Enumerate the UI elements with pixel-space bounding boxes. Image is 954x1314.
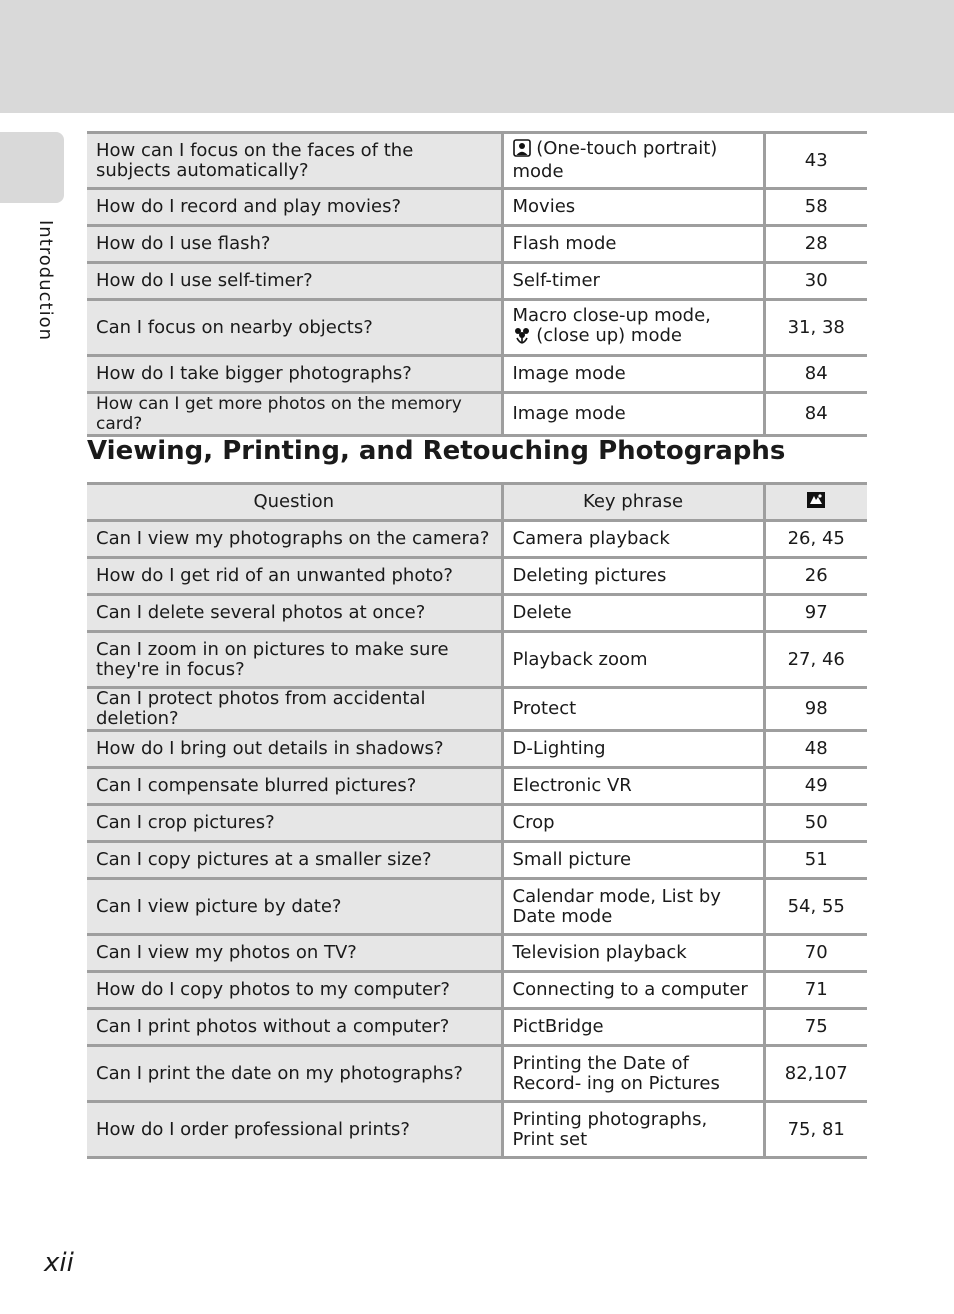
page-ref-cell: 28 xyxy=(804,233,828,254)
question-cell: Can I zoom in on pictures to make sure they're in focus? xyxy=(87,632,502,688)
page-ref-cell: 97 xyxy=(804,602,828,623)
question-cell: Can I crop pictures? xyxy=(87,805,502,842)
question-cell: Can I print the date on my photographs? xyxy=(87,1046,502,1102)
page-ref-cell: 26, 45 xyxy=(787,528,845,549)
question-cell: Can I print photos without a computer? xyxy=(87,1009,502,1046)
page-ref-cell: 48 xyxy=(804,738,828,759)
key-phrase-cell: Small picture xyxy=(502,842,764,879)
page-ref-cell: 84 xyxy=(804,403,828,424)
table-row xyxy=(87,521,867,558)
table-row xyxy=(87,935,867,972)
section-heading: Viewing, Printing, and Retouching Photographs xyxy=(87,436,786,466)
question-cell: Can I view my photographs on the camera? xyxy=(87,521,502,558)
key-phrase-cell: D-Lighting xyxy=(502,731,764,768)
page-ref-cell: 75 xyxy=(804,1016,828,1037)
question-cell: How do I copy photos to my computer? xyxy=(87,972,502,1009)
question-cell: How can I focus on the faces of the subjects automatically? xyxy=(87,133,502,189)
table-row xyxy=(87,263,867,300)
question-cell: How do I get rid of an unwanted photo? xyxy=(87,558,502,595)
table-row xyxy=(87,1046,867,1102)
table-row xyxy=(87,393,867,436)
header-band xyxy=(0,0,954,113)
page-ref-cell: 51 xyxy=(804,849,828,870)
question-cell: How do I record and play movies? xyxy=(87,189,502,226)
key-phrase-cell: Protect xyxy=(502,688,764,731)
question-cell: Can I view my photos on TV? xyxy=(87,935,502,972)
reference-icon xyxy=(806,491,826,514)
header-row xyxy=(87,484,867,521)
question-cell: Can I focus on nearby objects? xyxy=(87,300,502,356)
question-cell: How do I use flash? xyxy=(87,226,502,263)
key-phrase-cell: Playback zoom xyxy=(502,632,764,688)
table-row xyxy=(87,768,867,805)
column-header-key-phrase: Key phrase xyxy=(502,484,764,521)
table-row xyxy=(87,842,867,879)
key-phrase-cell: Camera playback xyxy=(502,521,764,558)
table-row xyxy=(87,595,867,632)
close-up-icon xyxy=(513,326,531,349)
table-row xyxy=(87,879,867,935)
page-ref-cell: 70 xyxy=(804,942,828,963)
question-cell: Can I copy pictures at a smaller size? xyxy=(87,842,502,879)
column-header-page xyxy=(764,484,867,521)
page-ref-cell: 71 xyxy=(804,979,828,1000)
table-row xyxy=(87,1102,867,1158)
question-cell: How do I take bigger photographs? xyxy=(87,356,502,393)
question-cell: Can I compensate blurred pictures? xyxy=(87,768,502,805)
page-ref-cell: 31, 38 xyxy=(787,316,845,338)
table-row xyxy=(87,1009,867,1046)
question-cell: How do I use self-timer? xyxy=(87,263,502,300)
key-phrase-text: (One-touch portrait) mode xyxy=(512,138,718,182)
page-ref-cell: 30 xyxy=(804,270,828,291)
table-row xyxy=(87,731,867,768)
table-row xyxy=(87,226,867,263)
table-row xyxy=(87,805,867,842)
key-phrase-cell: Image mode xyxy=(502,393,764,436)
question-cell: How do I bring out details in shadows? xyxy=(87,731,502,768)
section-tab-label: Introduction xyxy=(35,220,56,342)
page-ref-cell: 50 xyxy=(804,812,828,833)
page-ref-cell: 43 xyxy=(804,149,828,171)
question-cell: How do I order professional prints? xyxy=(87,1102,502,1158)
key-phrase-cell: Calendar mode, List by Date mode xyxy=(502,879,764,935)
page-ref-cell: 49 xyxy=(804,775,828,796)
key-phrase-cell: Crop xyxy=(502,805,764,842)
table-row xyxy=(87,133,867,189)
key-phrase-cell: Electronic VR xyxy=(502,768,764,805)
page-ref-cell: 54, 55 xyxy=(787,895,845,917)
key-phrase-cell: Delete xyxy=(502,595,764,632)
table-row xyxy=(87,558,867,595)
key-phrase-cell xyxy=(502,300,764,356)
key-phrase-cell: Television playback xyxy=(502,935,764,972)
key-phrase-cell: Flash mode xyxy=(502,226,764,263)
page-ref-cell: 26 xyxy=(804,565,828,586)
page-ref-cell: 82,107 xyxy=(784,1062,848,1084)
key-phrase-cell: Deleting pictures xyxy=(502,558,764,595)
key-phrase-cell: Printing photographs, Print set xyxy=(502,1102,764,1158)
page-ref-cell: 84 xyxy=(804,363,828,384)
question-cell: Can I protect photos from accidental deletion? xyxy=(87,688,502,731)
table-row xyxy=(87,300,867,356)
table-row xyxy=(87,972,867,1009)
table-row xyxy=(87,356,867,393)
page-ref-cell: 58 xyxy=(804,196,828,217)
page-number: xii xyxy=(44,1248,74,1278)
key-phrase-cell: Image mode xyxy=(502,356,764,393)
key-phrase-cell: Connecting to a computer xyxy=(502,972,764,1009)
key-phrase-cell: Self-timer xyxy=(502,263,764,300)
question-cell: How can I get more photos on the memory card? xyxy=(87,393,502,436)
table-row xyxy=(87,688,867,731)
question-cell: Can I view picture by date? xyxy=(87,879,502,935)
faq-table-viewing xyxy=(87,482,867,1159)
key-phrase-cell: PictBridge xyxy=(502,1009,764,1046)
table-row xyxy=(87,189,867,226)
portrait-icon xyxy=(513,139,531,162)
table-row xyxy=(87,632,867,688)
page-ref-cell: 75, 81 xyxy=(787,1118,845,1140)
page-ref-cell: 98 xyxy=(804,698,828,719)
page-ref-cell: 27, 46 xyxy=(787,648,845,670)
key-phrase-cell: Movies xyxy=(502,189,764,226)
section-tab xyxy=(0,132,64,203)
column-header-question: Question xyxy=(87,484,502,521)
key-phrase-line-1: Macro close-up mode, xyxy=(512,305,711,326)
question-cell: Can I delete several photos at once? xyxy=(87,595,502,632)
key-phrase-line-2: (close up) mode xyxy=(536,325,682,346)
key-phrase-cell: Printing the Date of Record- ing on Pictures xyxy=(502,1046,764,1102)
key-phrase-cell xyxy=(502,133,764,189)
faq-table-shooting xyxy=(87,131,867,437)
